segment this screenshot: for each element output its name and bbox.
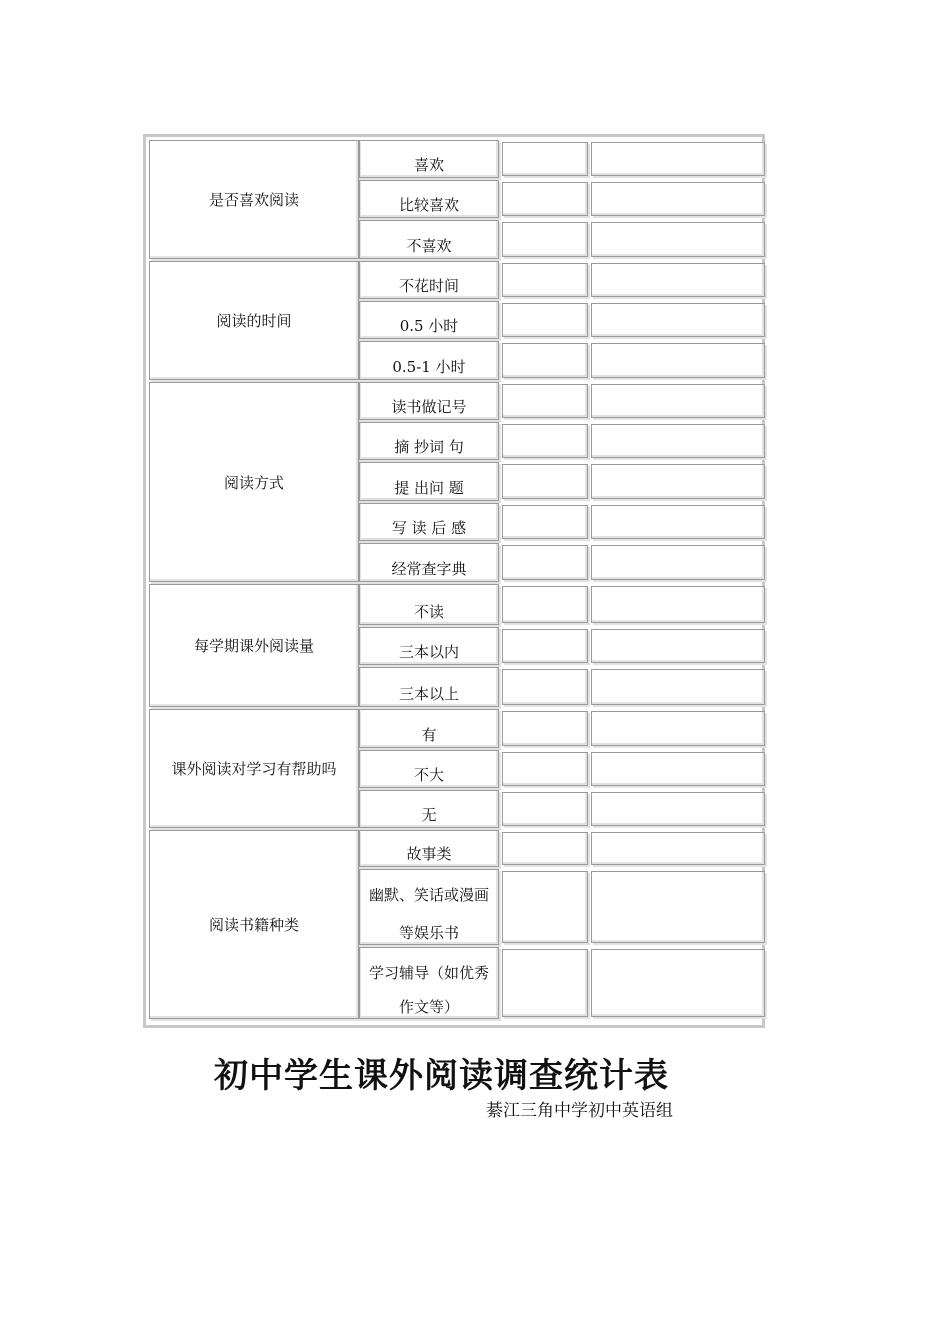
tally-cell	[502, 586, 588, 623]
option-cell	[359, 830, 499, 867]
option-cell	[359, 543, 499, 582]
tally-cell	[591, 263, 765, 297]
tally-cell	[502, 505, 588, 539]
page-subtitle: 綦江三角中学初中英语组	[486, 1101, 673, 1121]
option-label: 学习辅导（如优秀	[368, 964, 489, 982]
tally-cell	[502, 792, 588, 826]
option-label: 写 读 后 感	[391, 519, 467, 537]
tally-cell	[591, 586, 765, 623]
tally-cell	[591, 629, 765, 663]
tally-cell	[591, 303, 765, 337]
option-cell	[359, 422, 499, 460]
option-cell	[359, 341, 499, 380]
tally-cell	[502, 142, 588, 176]
tally-cell	[502, 949, 588, 1017]
tally-cell	[591, 949, 765, 1017]
option-cell	[359, 627, 499, 665]
option-label: 读书做记号	[391, 398, 467, 416]
tally-cell	[591, 384, 765, 418]
option-label: 等娱乐书	[398, 924, 459, 942]
tally-cell	[502, 464, 588, 499]
option-label: 经常查字典	[391, 560, 467, 578]
tally-cell	[502, 303, 588, 337]
option-label: 不花时间	[398, 277, 459, 295]
category-cell: 是否喜欢阅读	[149, 140, 359, 259]
option-label: 0.5-1 小时	[392, 358, 466, 376]
tally-cell	[502, 669, 588, 705]
option-cell	[359, 750, 499, 788]
tally-cell	[591, 752, 765, 786]
option-label: 提 出问 题	[394, 479, 464, 497]
tally-cell	[502, 629, 588, 663]
tally-cell	[591, 871, 765, 943]
option-cell	[359, 140, 499, 178]
tally-cell	[502, 871, 588, 943]
option-label: 无	[421, 806, 437, 824]
tally-cell	[591, 142, 765, 176]
tally-cell	[591, 464, 765, 499]
tally-cell	[591, 792, 765, 826]
tally-cell	[591, 832, 765, 865]
category-cell: 课外阅读对学习有帮助吗	[149, 709, 359, 828]
option-label: 有	[421, 726, 437, 744]
option-label: 不大	[413, 766, 444, 784]
tally-cell	[502, 752, 588, 786]
tally-cell	[591, 182, 765, 216]
option-cell	[359, 382, 499, 420]
tally-cell	[502, 263, 588, 297]
category-cell: 阅读方式	[149, 382, 359, 582]
survey-table	[143, 134, 765, 1028]
tally-cell	[502, 545, 588, 580]
option-label: 0.5 小时	[399, 317, 459, 335]
tally-cell	[591, 343, 765, 378]
page-title: 初中学生课外阅读调查统计表	[214, 1056, 669, 1096]
option-label: 喜欢	[413, 156, 444, 174]
tally-cell	[591, 669, 765, 705]
option-cell	[359, 790, 499, 828]
tally-cell	[502, 424, 588, 458]
tally-cell	[502, 182, 588, 216]
tally-cell	[502, 384, 588, 418]
option-label: 不喜欢	[406, 237, 452, 255]
tally-cell	[591, 711, 765, 746]
tally-cell	[591, 424, 765, 458]
tally-cell	[591, 545, 765, 580]
option-cell	[359, 261, 499, 299]
option-label: 比较喜欢	[398, 196, 459, 214]
option-label: 三本以内	[398, 643, 459, 661]
option-cell	[359, 709, 499, 748]
option-cell	[359, 462, 499, 501]
option-cell	[359, 180, 499, 218]
option-cell	[359, 503, 499, 541]
category-cell: 阅读书籍种类	[149, 830, 359, 1019]
option-cell	[359, 869, 499, 945]
option-label: 不读	[413, 603, 444, 621]
option-cell	[359, 667, 499, 707]
option-label: 故事类	[406, 845, 452, 863]
option-cell	[359, 584, 499, 625]
option-cell	[359, 301, 499, 339]
tally-cell	[502, 711, 588, 746]
option-label: 作文等）	[398, 998, 459, 1016]
category-cell: 阅读的时间	[149, 261, 359, 380]
tally-cell	[502, 222, 588, 257]
tally-cell	[591, 505, 765, 539]
option-cell	[359, 220, 499, 259]
option-label: 幽默、笑话或漫画	[368, 886, 489, 904]
tally-cell	[591, 222, 765, 257]
category-cell: 每学期课外阅读量	[149, 584, 359, 707]
tally-cell	[502, 343, 588, 378]
option-label: 摘 抄词 句	[394, 438, 464, 456]
option-cell	[359, 947, 499, 1019]
option-label: 三本以上	[398, 685, 459, 703]
tally-cell	[502, 832, 588, 865]
